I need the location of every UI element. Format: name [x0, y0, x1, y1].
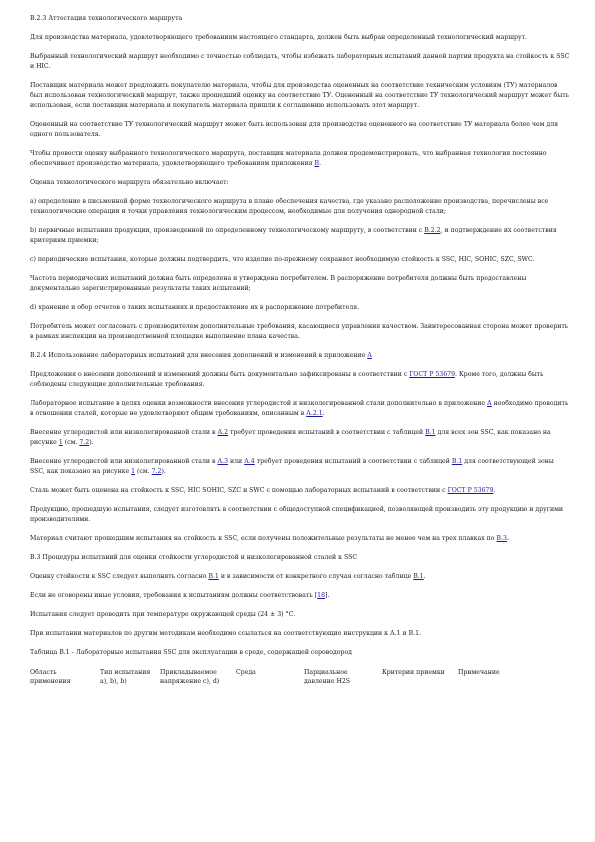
paragraph: Чтобы провести оценку выбранного технологического маршрута, поставщик материала должен продемонстрировать, что выбранная технология постоянно обеспечивает производство материала, удовлетворяющего требованиям приложения В.: [30, 150, 547, 167]
paragraph: Испытания следует проводить при температуре окружающей среды (24 ± 3) °С.: [30, 611, 296, 618]
paragraph: Поставщик материала может предложить покупателю материала, чтобы для производства оцененных на соответствие техническим условиям (ТУ) материалов был использован технологический маршрут, также прошедший оценку на соответствие ТУ. Оцененный на соответствие ТУ технологический маршрут может быть использован, если поставщик материала и покупатель материала пришли к соглашению использовать этот маршрут.: [30, 82, 569, 109]
link-appendix-a[interactable]: А: [367, 352, 372, 359]
link-table-b1[interactable]: В.1: [425, 429, 436, 436]
link-reference-18[interactable]: 18: [317, 592, 326, 599]
section-heading-b24: В.2.4 Использование лабораторных испытаний для внесения дополнений и изменений в приложение А: [30, 352, 372, 359]
paragraph: Предложения о внесении дополнений и изменений должны быть документально зафиксированы в соответствии с ГОСТ Р 53679. Кроме того, должны быть соблюдены следующие дополнительные требования.: [30, 371, 544, 388]
paragraph: Если не оговорены иные условия, требования к испытаниям должны соответствовать [18].: [30, 592, 330, 599]
paragraph: Материал считают прошедшим испытания на стойкость к SSC, если получены положительные результаты не менее чем на трех плавках по В.3.: [30, 535, 509, 542]
link-table-b1[interactable]: В.1: [413, 573, 424, 580]
table-header-cell: Парциальное давление H2S: [304, 669, 351, 685]
link-b22[interactable]: В.2.2: [424, 227, 441, 234]
link-a4[interactable]: А.4: [244, 458, 255, 465]
link-a2[interactable]: А.2: [217, 429, 229, 436]
list-item-d: d) хранение и обор отчетов о таких испытаниях и предоставление их в распоряжение потребителя.: [30, 304, 360, 311]
paragraph: При испытании материалов по другим методикам необходимо ссылаться на соответствующие инструкции к А.1 и В.1.: [30, 630, 422, 637]
link-gost[interactable]: ГОСТ Р 53679: [447, 487, 494, 494]
section-heading-b23: В.2.3 Аттестация технологического маршрута: [30, 15, 183, 22]
link-appendix-a[interactable]: А: [487, 400, 492, 407]
document-page: [30, 14, 570, 686]
paragraph: Лабораторное испытание в целях оценки возможности внесения углеродистой и низколегированной стали дополнительно в приложение А необходимо проводить в отношении сталей, которые не удовлетворяют общим требованиям, описанным в А.2.1.: [30, 400, 569, 417]
table-header-cell: Примечание: [458, 669, 500, 676]
link-figure-1[interactable]: 1: [131, 468, 136, 475]
table-header-cell: Прикладываемое напряжение c), d): [160, 669, 220, 685]
link-gost[interactable]: ГОСТ Р 53679: [409, 371, 456, 378]
table-header-row: [30, 668, 570, 686]
table-header-cell: Среда: [236, 669, 256, 676]
list-item-a: a) определение в письменной форме технологического маршрута в плане обеспечения качества, где указано расположение производства, перечислены все технологические операции и точки управления технологическим процессом, необходимые для получения однородной стали;: [30, 198, 549, 215]
paragraph: Внесение углеродистой или низколегированной стали в А.3 или А.4 требует проведения испытаний в соответствии с таблицей В.1 для соответствующей зоны SSC, как показано на рисунке 1 (см. 7.2).: [30, 458, 554, 475]
link-a21[interactable]: А.2.1: [306, 410, 323, 417]
table-b1-header: [30, 668, 570, 686]
link-figure-1[interactable]: 1: [58, 439, 63, 446]
paragraph: Потребитель может согласовать с производителем дополнительные требования, касающиеся управления качеством. Заинтересованная сторона может проверить в рамках инспекции на производственной площадке выполнение плана качества.: [30, 323, 569, 340]
list-item-b: b) первичные испытания продукции, произведенной по определенному технологическому маршруту, в соответствии с В.2.2, и подтверждение их соответствия критериям приемки;: [30, 227, 557, 244]
table-header-cell: Тип испытания a), b), b): [100, 669, 151, 685]
paragraph: Внесение углеродистой или низколегированной стали в А.2 требует проведения испытаний в соответствии с таблицей В.1 для всех зон SSC, как показано на рисунке 1 (см. 7.2).: [30, 429, 551, 446]
table-header-cell: Критерии приемки: [382, 669, 445, 676]
table-header-cell: Область применения: [30, 669, 71, 685]
list-item-c: c) периодические испытания, которые должны подтвердить, что изделие по-прежнему сохраняет необходимую стойкость к SSC, HIC, SOHIC, SZC, SWC.: [30, 256, 535, 263]
link-table-b1[interactable]: В.1: [451, 458, 463, 465]
paragraph: Частота периодических испытаний должна быть определена и утверждена потребителем. В распоряжение потребителя должны быть предоставлены документально зарегистрированные результаты таких испытаний;: [30, 275, 527, 292]
paragraph: Для производства материала, удовлетворяющего требованиям настоящего стандарта, должен быть выбран определенный технологический маршрут.: [30, 34, 528, 41]
link-appendix-b[interactable]: В: [314, 160, 320, 167]
table-caption: Таблица В.1 - Лабораторные испытания SSC для эксплуатации в среде, содержащей сероводород: [30, 649, 352, 656]
paragraph: Выбранный технологический маршрут необходимо с точностью соблюдать, чтобы избежать лабораторных испытаний данной партии продукта на стойкость к SSC и HIC.: [30, 53, 570, 70]
paragraph: Оценку стойкости к SSC следует выполнять согласно В.1 и в зависимости от конкретного случая согласно таблице В.1.: [30, 573, 426, 580]
link-7-2[interactable]: 7.2: [79, 439, 90, 446]
link-7-2[interactable]: 7.2: [151, 468, 162, 475]
paragraph: Оцененный на соответствие ТУ технологический маршрут может быть использован для производства оцененного на соответствие ТУ материала более чем для одного пользователя.: [30, 121, 559, 138]
link-a3[interactable]: А.3: [217, 458, 229, 465]
link-b1[interactable]: В.1: [208, 573, 219, 580]
link-b3[interactable]: В.3: [496, 535, 507, 542]
section-heading-b3: В.3 Процедуры испытаний для оценки стойкости углеродистой и низколегированной сталей к SSC: [30, 554, 358, 561]
paragraph: Сталь может быть оценена на стойкость к SSC, HIC SOHIC, SZC и SWC с помощью лабораторных испытаний в соответствии с ГОСТ Р 53679.: [30, 487, 496, 494]
paragraph: Продукцию, прошедшую испытания, следует изготовлять в соответствии с общедоступной спецификацией, позволяющей производить эту продукцию и другими производителями.: [30, 506, 564, 523]
paragraph: Оценка технологического маршрута обязательно включает:: [30, 179, 229, 186]
